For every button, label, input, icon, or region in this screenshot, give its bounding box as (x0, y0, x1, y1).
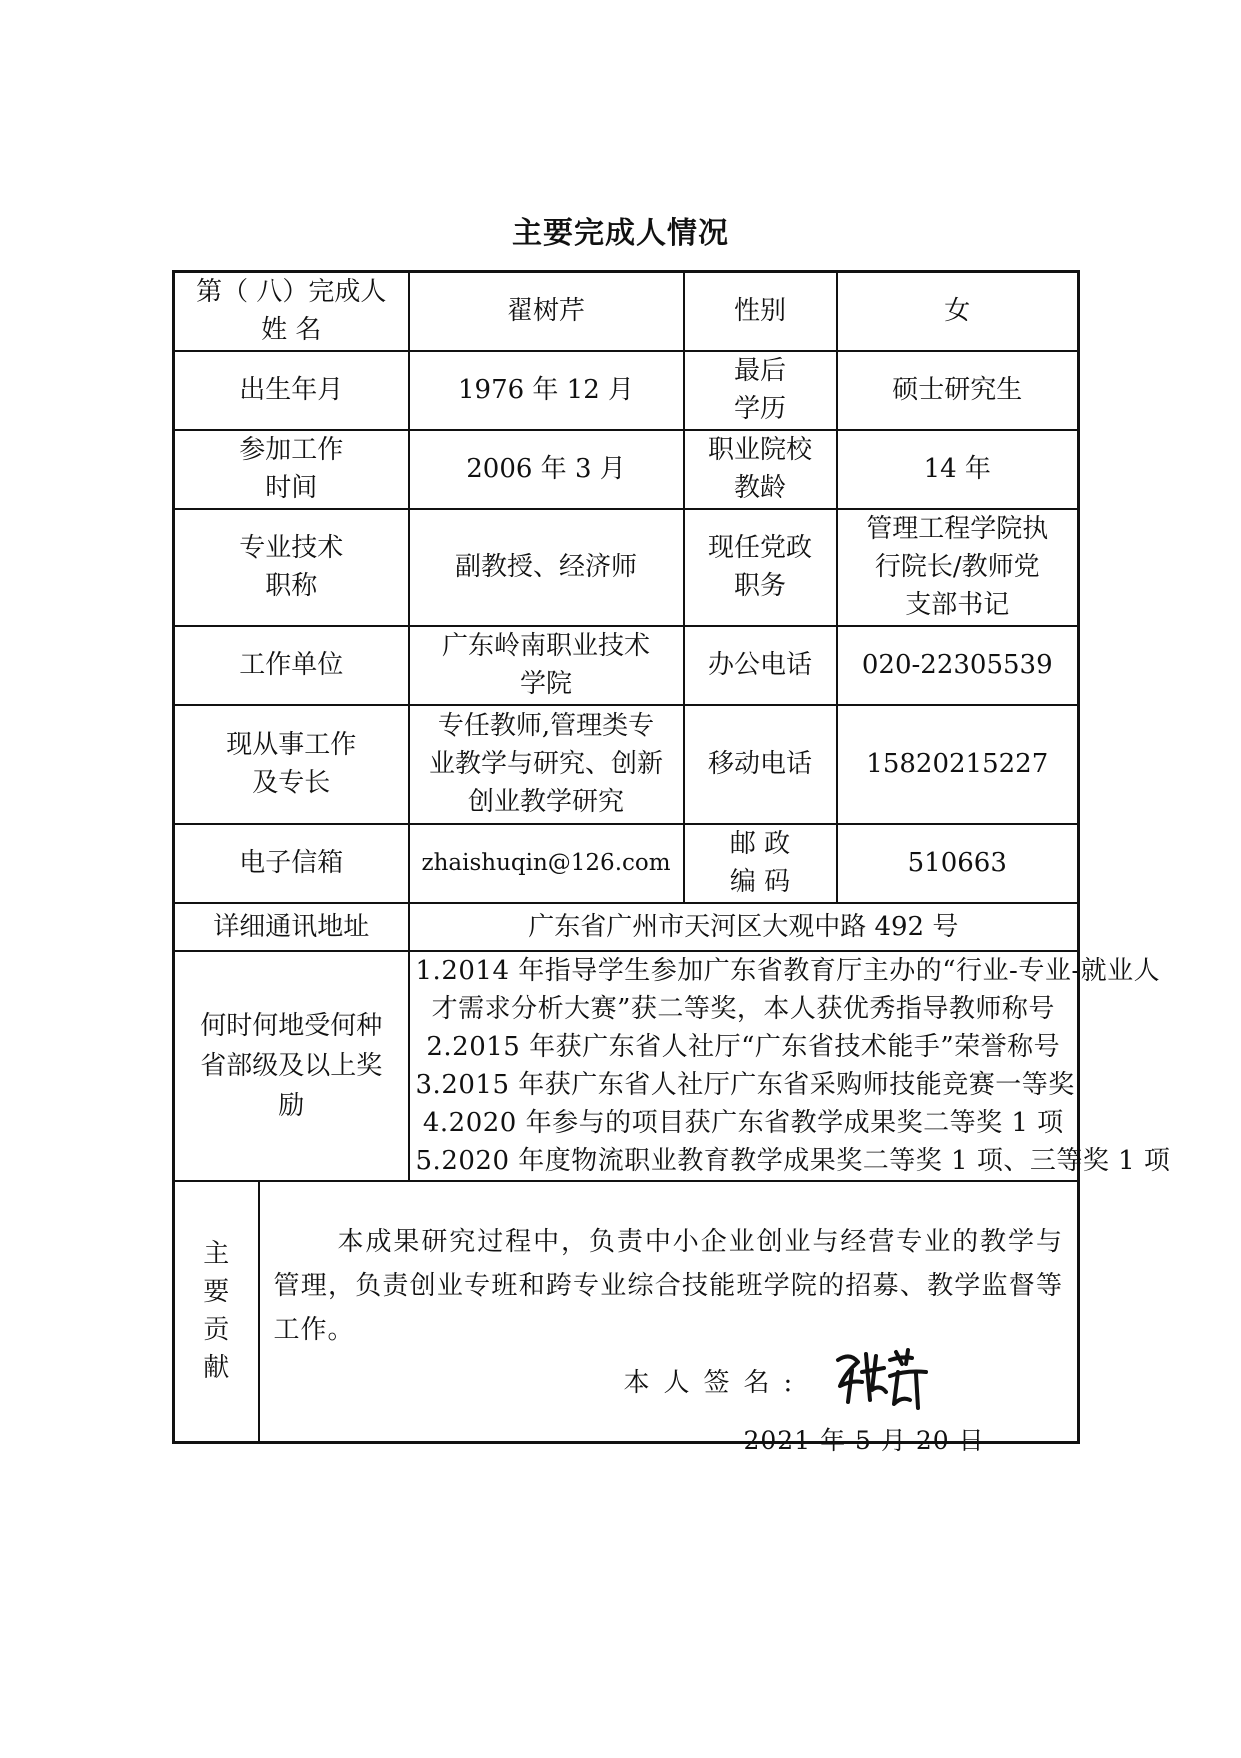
gender-value: 女 (837, 272, 1079, 351)
mobile-label: 移动电话 (684, 705, 837, 824)
label-line: 现任党政 (708, 533, 813, 563)
current-work-label (174, 705, 409, 824)
employer-value (409, 626, 684, 705)
label-line: 省部级及以上奖 (200, 1050, 383, 1081)
value-line: 学院 (520, 669, 573, 699)
list-item: 1.2014 年指导学生参加广东省教育厅主办的“行业-专业-就业人 (415, 955, 1161, 986)
table-row (174, 705, 1079, 824)
signature-date: 2021 年 5 月 20 日 (743, 1425, 985, 1455)
info-form-table (172, 270, 1171, 1455)
value-line: 管理工程学院执 (866, 514, 1049, 544)
value-line: 创业教学研究 (468, 787, 625, 817)
table-row (174, 824, 1079, 903)
value-line: 专任教师,管理类专 (437, 711, 655, 741)
name-label (174, 272, 409, 351)
name-value: 翟树芹 (409, 272, 684, 351)
label-char: 主 (203, 1239, 230, 1270)
work-start-value: 2006 年 3 月 (409, 430, 684, 509)
value-line: 支部书记 (905, 590, 1010, 620)
label-line: 教龄 (734, 473, 787, 503)
postcode-label (684, 824, 837, 903)
list-item: 才需求分析大赛”获二等奖，本人获优秀指导教师称号 (431, 993, 1055, 1024)
label-line: 何时何地受何种 (200, 1010, 383, 1041)
label-line: 现从事工作 (226, 730, 357, 760)
list-item: 4.2020 年参与的项目获广东省教学成果奖二等奖 1 项 (422, 1107, 1064, 1138)
employer-label: 工作单位 (174, 626, 409, 705)
label-char: 献 (203, 1353, 230, 1384)
education-label (684, 351, 837, 430)
list-item: 3.2015 年获广东省人社厅广东省采购师技能竞赛一等奖 (415, 1069, 1075, 1100)
page-title: 主要完成人情况 (512, 216, 729, 251)
signature-mark (832, 1342, 942, 1414)
teaching-age-value: 14 年 (837, 430, 1079, 509)
table-row (174, 951, 1079, 1181)
address-value: 广东省广州市天河区大观中路 492 号 (409, 903, 1079, 951)
list-item: 2.2015 年获广东省人社厅“广东省技术能手”荣誉称号 (426, 1031, 1061, 1062)
current-work-value (409, 705, 684, 824)
table-row (174, 626, 1079, 705)
label-line: 及专长 (252, 768, 331, 798)
label-line: 职称 (265, 571, 318, 601)
teaching-age-label (684, 430, 837, 509)
table-row (174, 509, 1079, 626)
position-label (684, 509, 837, 626)
value-line: 业教学与研究、创新 (429, 749, 664, 779)
label-char: 贡 (203, 1315, 230, 1346)
birth-value: 1976 年 12 月 (409, 351, 684, 430)
birth-label: 出生年月 (174, 351, 409, 430)
label-line: 第（ 八）完成人 (196, 277, 387, 308)
list-item: 5.2020 年度物流职业教育教学成果奖二等奖 1 项、三等奖 1 项 (415, 1145, 1171, 1176)
email-label: 电子信箱 (174, 824, 409, 903)
label-line: 参加工作 (239, 435, 344, 465)
tech-title-label (174, 509, 409, 626)
label-line: 时间 (265, 473, 318, 503)
label-line: 职业院校 (708, 435, 813, 465)
label-line: 职务 (734, 571, 787, 601)
table-row (174, 351, 1079, 430)
contribution-label (174, 1181, 259, 1443)
work-start-label (174, 430, 409, 509)
signature-label: 本人签名: (623, 1367, 807, 1398)
contribution-cell (259, 1181, 1079, 1455)
label-line: 专业技术 (239, 533, 344, 563)
contribution-text: 本成果研究过程中，负责中小企业创业与经营专业的教学与管理，负责创业专班和跨专业综合技能班学院的招募、教学监督等工作。 (273, 1226, 1064, 1345)
gender-label: 性别 (684, 272, 837, 351)
table-row (174, 272, 1079, 351)
table-row (174, 903, 1079, 951)
label-line: 邮 政 (729, 829, 791, 859)
education-value: 硕士研究生 (837, 351, 1079, 430)
table-row (174, 1181, 1079, 1443)
email-value: zhaishuqin@126.com (409, 824, 684, 903)
mobile-value: 15820215227 (837, 705, 1079, 824)
address-label: 详细通讯地址 (174, 903, 409, 951)
label-line: 最后 (734, 356, 787, 386)
postcode-value: 510663 (837, 824, 1079, 903)
label-line: 学历 (734, 394, 787, 424)
office-phone-label: 办公电话 (684, 626, 837, 705)
tech-title-value: 副教授、经济师 (409, 509, 684, 626)
awards-label (174, 951, 409, 1181)
label-char: 要 (203, 1277, 230, 1308)
value-line: 广东岭南职业技术 (442, 631, 651, 661)
table-row (174, 430, 1079, 509)
label-line: 编 码 (729, 867, 791, 897)
value-line: 行院长/教师党 (874, 552, 1040, 582)
label-line: 姓 名 (261, 315, 322, 346)
office-phone-value: 020-22305539 (837, 626, 1079, 705)
label-line: 励 (278, 1090, 305, 1121)
position-value (837, 509, 1079, 626)
awards-list (409, 951, 1171, 1181)
